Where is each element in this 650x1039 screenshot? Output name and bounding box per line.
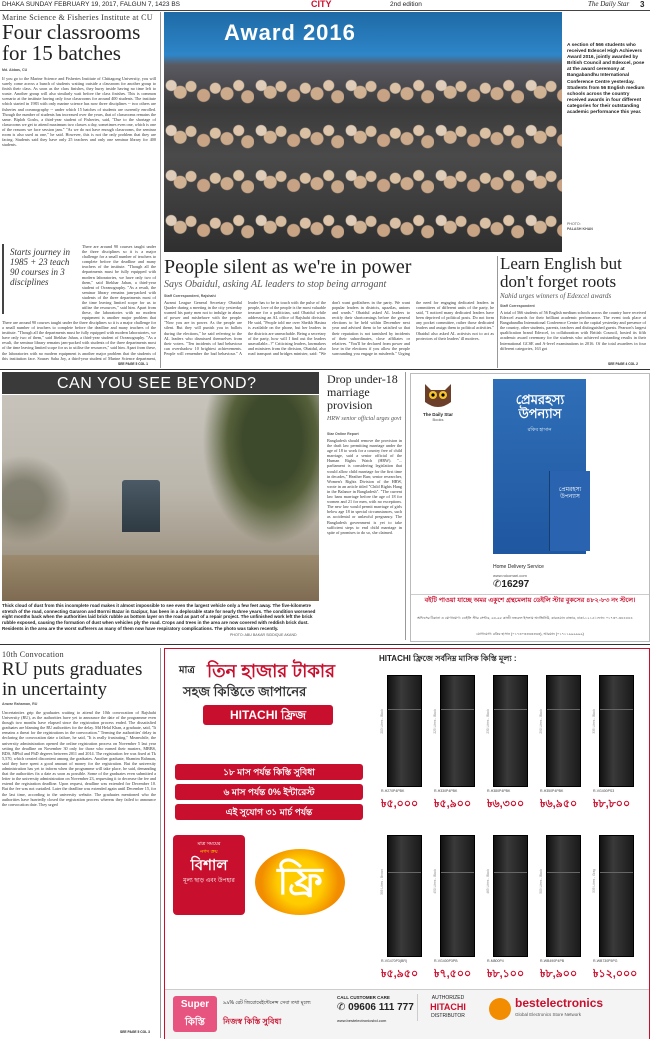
column-divider	[497, 256, 498, 368]
fridge-grid	[379, 669, 645, 991]
story2-subtitle: Says Obaidul, asking AL leaders to stop being arrogant	[164, 279, 387, 290]
story6-jump[interactable]: SEE PAGE 5 COL 3	[120, 1030, 150, 1034]
photo-top-caption: A section of 566 students who received Edexcel High Achievers Award 2016, jointly awarded by British Council and Edexcel, pose at the award ceremony at Bangabandhu International Conference Centre yesterday. Students from 56 English medium schools across the country received awards in four different categories for their outstanding academic performance this year.	[567, 43, 645, 116]
book-title-large: প্রেমরহস্য উপন্যাস	[515, 392, 565, 421]
story3-body: A total of 566 students of 56 English medium schools across the country have received Edexcel awards for their brilliant academic performance. The event took place at Bangabandhu International Conference Centre in the capital yesterday and presence of the country, other students, parents, teachers and distinguished guests. Pearson's largest qualification brand Edexcel, in collaboration with British Council, hosted its fifth academic award ceremony for the students who achieved outstanding results in their International GCSE and A-level examinations in 2016. Of the total awardees in four different categories, 163 got	[500, 310, 646, 351]
fridge-price: ৳৬,৩০০	[487, 798, 525, 810]
fridge-model: R-H270P4PBK	[381, 789, 405, 793]
ad-footer	[165, 989, 649, 1039]
story1-body-tail: There are around 90 courses taught under the three disciplines so it is a major challenge for a small number of teachers to complete before the deadline and many teachers of the institute. "Though all the departments must be fully equipped with modern laboratories, we have only two of them," said Iftekhar Jahan, a third-year student of Oceanography. "As a result, the seminar library remains jam-packed with students of the three departments most of the time leaving limited scope for us to utilise the resources," said him. Apart from these, the laboratories with no modern equipment is another major problem that the students of this institution face. Sourav Saha Joy, a third-year student of Marine Science department,	[2, 320, 156, 361]
story3-byline: Staff Correspondent	[500, 304, 535, 308]
gift-lead: মাত্র সময়ের	[197, 841, 221, 847]
bestelectronics-logo-icon	[489, 998, 511, 1020]
fridge-price: ৳৮,১০০	[487, 968, 525, 980]
fridge-capacity: 535 Litres - Gray	[592, 869, 596, 893]
fridge-capacity: 225 Litres - Black	[433, 709, 437, 734]
fridge-capacity: 335 Litres - Black	[592, 709, 596, 734]
ad-series: Books	[432, 417, 444, 422]
book-advertisement[interactable]	[410, 373, 650, 642]
fridge-model: R-VG470P3(BR)	[381, 959, 408, 963]
ad-divider	[411, 594, 649, 595]
story1-kicker: Marine Science & Fisheries Institute at CU	[2, 13, 153, 22]
photo-top-credit: PALASH KHAN	[567, 227, 593, 231]
fridge-model: R-H350P4PBK	[540, 789, 564, 793]
column-divider	[405, 372, 406, 640]
distant-tree	[2, 455, 72, 545]
ad-brand: The Daily Star	[422, 412, 453, 417]
phone-number: 09606 111 777	[348, 1002, 414, 1013]
footer-offer-2: নিজস্ব কিস্তি সুবিধা	[223, 1017, 282, 1026]
free-burst: ফ্রি	[255, 849, 345, 915]
auth-line-1: AUTHORIZED	[431, 995, 465, 1001]
road-surface	[2, 555, 319, 601]
offer-easy: সহজ কিস্তিতে জাপানের	[183, 684, 307, 699]
hitachi-offer-panel	[165, 649, 375, 989]
photo-banner-text: Award 2016	[224, 20, 356, 45]
footer-offer: ৯৯% রেট জিরোমেইন্টেনেন্স সেবা তথা মূল্যে	[223, 1000, 311, 1006]
offer-interest: ৬ মাস পর্যন্ত 0% ইন্টারেস্ট	[175, 784, 363, 800]
fridge-image	[599, 835, 634, 957]
fridge-price: ৳৫,৯৫০	[381, 968, 419, 980]
gift-badge	[173, 835, 245, 915]
edition-label: 2nd edition	[390, 1, 422, 8]
truck-in-dust	[122, 480, 160, 532]
delivery-hotline: ✆16297	[493, 579, 530, 590]
story5-title: Drop under-18 marriage provision	[327, 372, 398, 412]
website-link[interactable]: www.bestelectronicsbd.com	[337, 1018, 387, 1023]
story4-title: CAN YOU SEE BEYOND?	[57, 375, 257, 392]
fridge-image	[493, 675, 528, 787]
story1-title: Four classrooms for 15 batches	[2, 20, 141, 65]
daily-star-books-logo	[419, 382, 457, 420]
paper-logo: The Daily Star	[588, 0, 630, 8]
hitachi-brand-pill: HITACHI ফ্রিজ	[203, 705, 333, 725]
fridge-image	[546, 835, 581, 957]
fridge-price: ৳৫,৯০০	[434, 798, 472, 810]
dusty-road-photo	[2, 395, 319, 601]
dateline: DHAKA SUNDAY FEBRUARY 19, 2017, FALGUN 7, 1423 BS	[2, 1, 180, 8]
customer-care-phone[interactable]: ✆ 09606 111 777	[337, 1002, 414, 1013]
fridge-model: R-H330P4PBK	[434, 789, 458, 793]
delivery-site[interactable]: www.rokomari.com	[493, 573, 527, 578]
fridge-price-title: HITACHI ফ্রিজে সর্বনিম্ন মাসিক কিস্তি মূল্য :	[379, 654, 517, 663]
fridge-price: ৳৬,৯৫০	[540, 798, 578, 810]
fridge-image	[546, 675, 581, 787]
fridge-image	[599, 675, 634, 787]
story5-byline: Star Online Report	[327, 432, 359, 436]
story6-kicker: 10th Convocation	[2, 650, 64, 659]
gift-text: মূল্য ছাড় এবং উপহার	[183, 878, 235, 884]
gift-sub: নগদ ক্রয়	[200, 849, 218, 855]
story1-jump[interactable]: SEE PAGE 5 COL 1	[118, 362, 148, 366]
story3-subtitle: Nahid urges winners of Edexcel awards	[500, 292, 612, 300]
section-divider	[0, 369, 650, 370]
story1-quote: Starts journey in 1985 + 23 teach 90 courses in 3 disciplines	[10, 247, 70, 287]
book-title-small: প্রেমরহস্য উপন্যাস	[558, 487, 582, 500]
fridge-price: ৳৭,৫০০	[434, 968, 472, 980]
column-divider	[160, 648, 161, 1038]
fridge-price: ৳৮,৮০০	[593, 798, 631, 810]
section-name: CITY	[311, 0, 332, 9]
fridge-image	[387, 835, 422, 957]
book-spine-3d	[549, 471, 590, 551]
fridge-capacity: 290 Litres - Black	[539, 709, 543, 734]
story2-title: People silent as we're in power	[164, 256, 412, 278]
super-kisti-badge: Super কিস্তি	[173, 996, 217, 1032]
story6-byline: Anwar Rahaman, RU	[2, 702, 38, 706]
offer-lead: মাত্র	[179, 665, 195, 676]
fridge-price-header	[379, 653, 645, 667]
story5-body: Bangladesh should remove the provision in the draft law permitting marriage under the age of 18 to work for a country free of child marriage, said a senior official of the Human Rights Watch (HRW). "... parliament is considering legislation that would allow child marriage for the first time in decades," Heather Barr, senior researcher, Women's Rights Division of the HRW, wrote in an article titled "Child Rights Hang in the Balance in Bangladesh". "The current law bans marriage before the age of 18 for women and 21 for men, with no exceptions. The new law would permit marriage of girls below age 18 in special circumstances, such as accidental or unlawful pregnancy. The Bangladesh government is yet to take sufficient steps to end child marriage in spite of promises to do so, she claimed.	[327, 438, 402, 535]
auth-line-2: HITACHI	[430, 1002, 466, 1012]
fridge-model: R-VG400PS3	[593, 789, 615, 793]
fridge-capacity: 509 Litres - Black	[539, 869, 543, 894]
delivery-label: Home Delivery Service	[493, 564, 544, 570]
fridge-capacity: 465 Litres - Black	[486, 869, 490, 894]
hitachi-advertisement[interactable]	[164, 648, 650, 1039]
roadside-tree	[202, 395, 319, 545]
award-group-photo	[164, 12, 562, 252]
fridge-price: ৳৫,০০০	[381, 798, 419, 810]
fridge-capacity: 450 Litres - Black	[433, 869, 437, 894]
fridge-image	[440, 835, 475, 957]
fridge-model: R-VG400P3PB	[434, 959, 458, 963]
story3-jump[interactable]: SEE PAGE 4 COL 2	[608, 362, 638, 366]
fridge-capacity: 230 Litres - Black	[486, 709, 490, 734]
story5-subtitle: HRW senior official urges govt	[327, 416, 402, 422]
story1-byline: Md. Abbas, CU	[2, 68, 28, 72]
book-author: রকিব হাসান	[527, 427, 552, 433]
call-label: CALL CUSTOMER CARE	[337, 995, 390, 1000]
story4-caption: Thick cloud of dust from this incomplete road makes it almost impossible to see even the largest vehicle only a few feet away. The five-kilometre stretch of the road, connecting Gararon and Borrni Bazar in Gazipur, has been in a deplorable state for nearly three years. The condition worsened eight months back when the authorities laid brick rubble as bottom layer on the road as part of a repair project. The unfinished work left the brick rubble exposed, causing the formation of dust when vehicles ply the road. Crops and trees in the area are now covered with reddish brick dust. Residents in the area are the worst sufferers as many of them now have respiratory complications. The photo was taken recently.	[2, 603, 316, 631]
gift-big: বিশাল	[190, 857, 228, 874]
crowd-of-students	[164, 72, 562, 252]
bestelectronics-tagline: Global Electronics Store Network	[515, 1012, 582, 1017]
fridge-image	[493, 835, 528, 957]
section-divider	[0, 644, 650, 645]
ad-info: অফিসের ঠিকানা ও যোগাযোগ: ডেইলি স্টার সেন্টার, ৬৪-৬৫ কাজী নজরুল ইসলাম অ্যাভিনিউ, কারওয়ান বাজার, ঢাকা-১২১৫। ফোন: ০১৭৩০-৩৪৪৪৪৪	[417, 616, 633, 620]
fridge-model: R-M800P4	[487, 959, 504, 963]
story2-byline: Staff Correspondent, Rajshahi	[164, 294, 216, 298]
story3-title: Learn English but don't forget roots	[500, 254, 622, 291]
offer-installment: ১৮ মাস পর্যন্ত কিস্তি সুবিধা	[175, 764, 363, 780]
photo-top-credit-label: PHOTO:	[567, 222, 581, 226]
masthead-bar	[0, 0, 650, 11]
story1-body-cont: There are around 90 courses taught under the three disciplines so it is a major challenge for a small number of teachers to complete before the deadline and many teachers of the institute. "Though all the departments must be fully equipped with modern laboratories, we have only two of them," said Iftekhar Jahan, a third-year student of Oceanography. "As a result, the seminar library remains jam-packed with students of the three departments most of the time leaving limited scope for us to utilise the resources," said him. Apart from these, the laboratories with no modern equipment is another major problem that	[82, 244, 156, 320]
fridge-capacity: 395 Litres - Brown	[380, 869, 384, 895]
story2-body: Awami League General Secretary Obaidul Quader during a meeting in the city yesterday warned his party men not to indulge in abuse of power and misbehave with the people. "Now you are in power. As the people are silent. But they will punish you in ballots during the elections," he said referring to the AL leaders who dismissed themselves from their voters. "Ten incidents of bad behaviour can overshadow 10 brightest achievements. People will remember the bad behaviour." A leader has to be in touch with the pulse of the people, love of the people is the most valuable treasure for a politician, said Obaidul while addressing an AL office of Rajshahi division. He said, "People told me over Sheikh Hasina is available on the phone, but her leaders in the districts are unreachable. Being a secretary of the party, how will I find out the leaders unavailable...?" Criticising leaders, lawmakers and ministers from the division, Obaidul, also road transport and bridges minister, said: "We don't want godfathers in the party. We want popular leaders in districts, upazilas, unions and wards." Obaidul asked AL leaders to rectify their shortcomings before the general elections to be held within December next year and advised them to be satisfied so that their reputation is not tarnished by incidents of their subordinates, close affiliates or relatives. "You'll be declared from power and lose in the elections if you allow the people surrounding you engage in misdeeds." Urging the need for engaging dedicated leaders in committees of different units of the party, he said, "I noticed many dedicated leaders have been deprived of political posts. Do not form any pocket committee, rather those dedicated leaders and assign them to political activities." Obaidul also asked AL activists not to act as protectors of their leaders' ill motives.	[164, 300, 494, 356]
story6-title: RU puts graduates in uncertainty	[2, 659, 143, 700]
fridge-model: R-WB490P4PB	[540, 959, 565, 963]
offer-deadline: এই সুযোগ ৩১ মার্চ পর্যন্ত	[175, 804, 363, 820]
fridge-capacity: 203 Litres - Black	[380, 709, 384, 734]
ad-headline: বইটি পাওয়া যাচ্ছে অমর একুশে গ্রন্থমেলায় ডেইলি স্টার বুকসের ৪৮২-৮৩ নং স্টলে।	[424, 597, 636, 604]
story6-body: Uncertainties grip the graduates waiting to attend the 10th convocation of Rajshahi University (RU), as the authorities have yet to announce the date of the programme even though two months have elapsed since the registration process ended. The dissatisfied graduates are blaming the RU authorities for the delay. Md Helal Khan, a graduate, said, "It remains a threat for the registrations in the convocation." Terming the authorities' delay in declaring the convocation date a failure, he said, "It is really frustrating." Meanwhile, the university administration opened the online registration process on November 5 last year setting the deadline on November 30 only for those who earned their masters, MBBS, BDS, MPhil and PhD degrees between 2011 and 2014. The registration fee was fixed at Tk 5,570, which created discontent among the graduates. Another graduate, Shamim Rahman, said they have spent a good amount of money for the registration. But the university administration has yet to inform when the programme will take place, he said, demanding that the authorities fix a date as soon as possible. Some of the graduates even submitted a letter to the university administration on November 23, requesting it to decrease the fee and extend the registration deadline. Upon request, deadline was extended for December 10. But the fee was not curtailed. Later the deadline was extended again until December 15, for the last time, according to the university website. The graduates mentioned who the authorities have hurriedly closed the registration process whereas they failed to announce the convocation date. They urged	[2, 710, 156, 807]
auth-line-3: DISTRIBUTOR	[431, 1013, 465, 1019]
authorized-distributor	[417, 994, 478, 1021]
story1-quote-box	[2, 244, 78, 314]
story1-body: If you go to the Marine Science and Fisheries Institute of Chittagong University, you will surely come across a bunch of students waiting outside a classroom for another group to finish their class. As soon as the class finishes, they hurry inside having no time left to waste. Another group will also similarly wait before the class finishes. This is common scenario at the institute having only four classrooms for around 400 students. The institute which started in 1983 with only marine science has now three disciplines -- two others are fisheries and oceanography -- under which 15 batches of students are currently enrolled. Though the number of students has increased over the years, that of classrooms remains the same. Biplob Goshs, a third-year student of Fisheries, said, "Due to the shortage of classrooms we get to attend maximum two classes a day, sometimes even one, which is one of the reasons we face session jam." "As we do not have enough classrooms, the seminar room is also used as one," he said. However, this is not the only problem that they are facing. Students said they have only 25 teachers and only one seminar library for 400 students.	[2, 76, 156, 148]
owl-icon	[419, 382, 457, 408]
fridge-image	[387, 675, 422, 787]
book-cover	[493, 379, 586, 554]
offer-amount: তিন হাজার টাকার	[207, 661, 336, 681]
fridge-model: R-H380P4PBK	[487, 789, 511, 793]
bestelectronics-name: bestelectronics	[515, 996, 604, 1010]
hotline-number: 16297	[501, 579, 530, 590]
ad-contact: যোগাযোগ: রকিব হাসান (০১৭৩০৩৩৩৩৩৩৩), আরমান (০১৭১১৯৯৯৯৯৯)	[476, 632, 584, 636]
fridge-model: R-WB730P5PG	[593, 959, 618, 963]
fridge-price: ৳১২,০০০	[593, 968, 638, 980]
fridge-price: ৳৮,৯০০	[540, 968, 578, 980]
story4-credit: PHOTO: ABU BAKAR SIDDIQUE AKAND	[230, 633, 297, 637]
story4-title-bar	[2, 372, 319, 394]
page-number: 3	[640, 0, 645, 9]
column-divider	[160, 12, 161, 368]
fridge-image	[440, 675, 475, 787]
